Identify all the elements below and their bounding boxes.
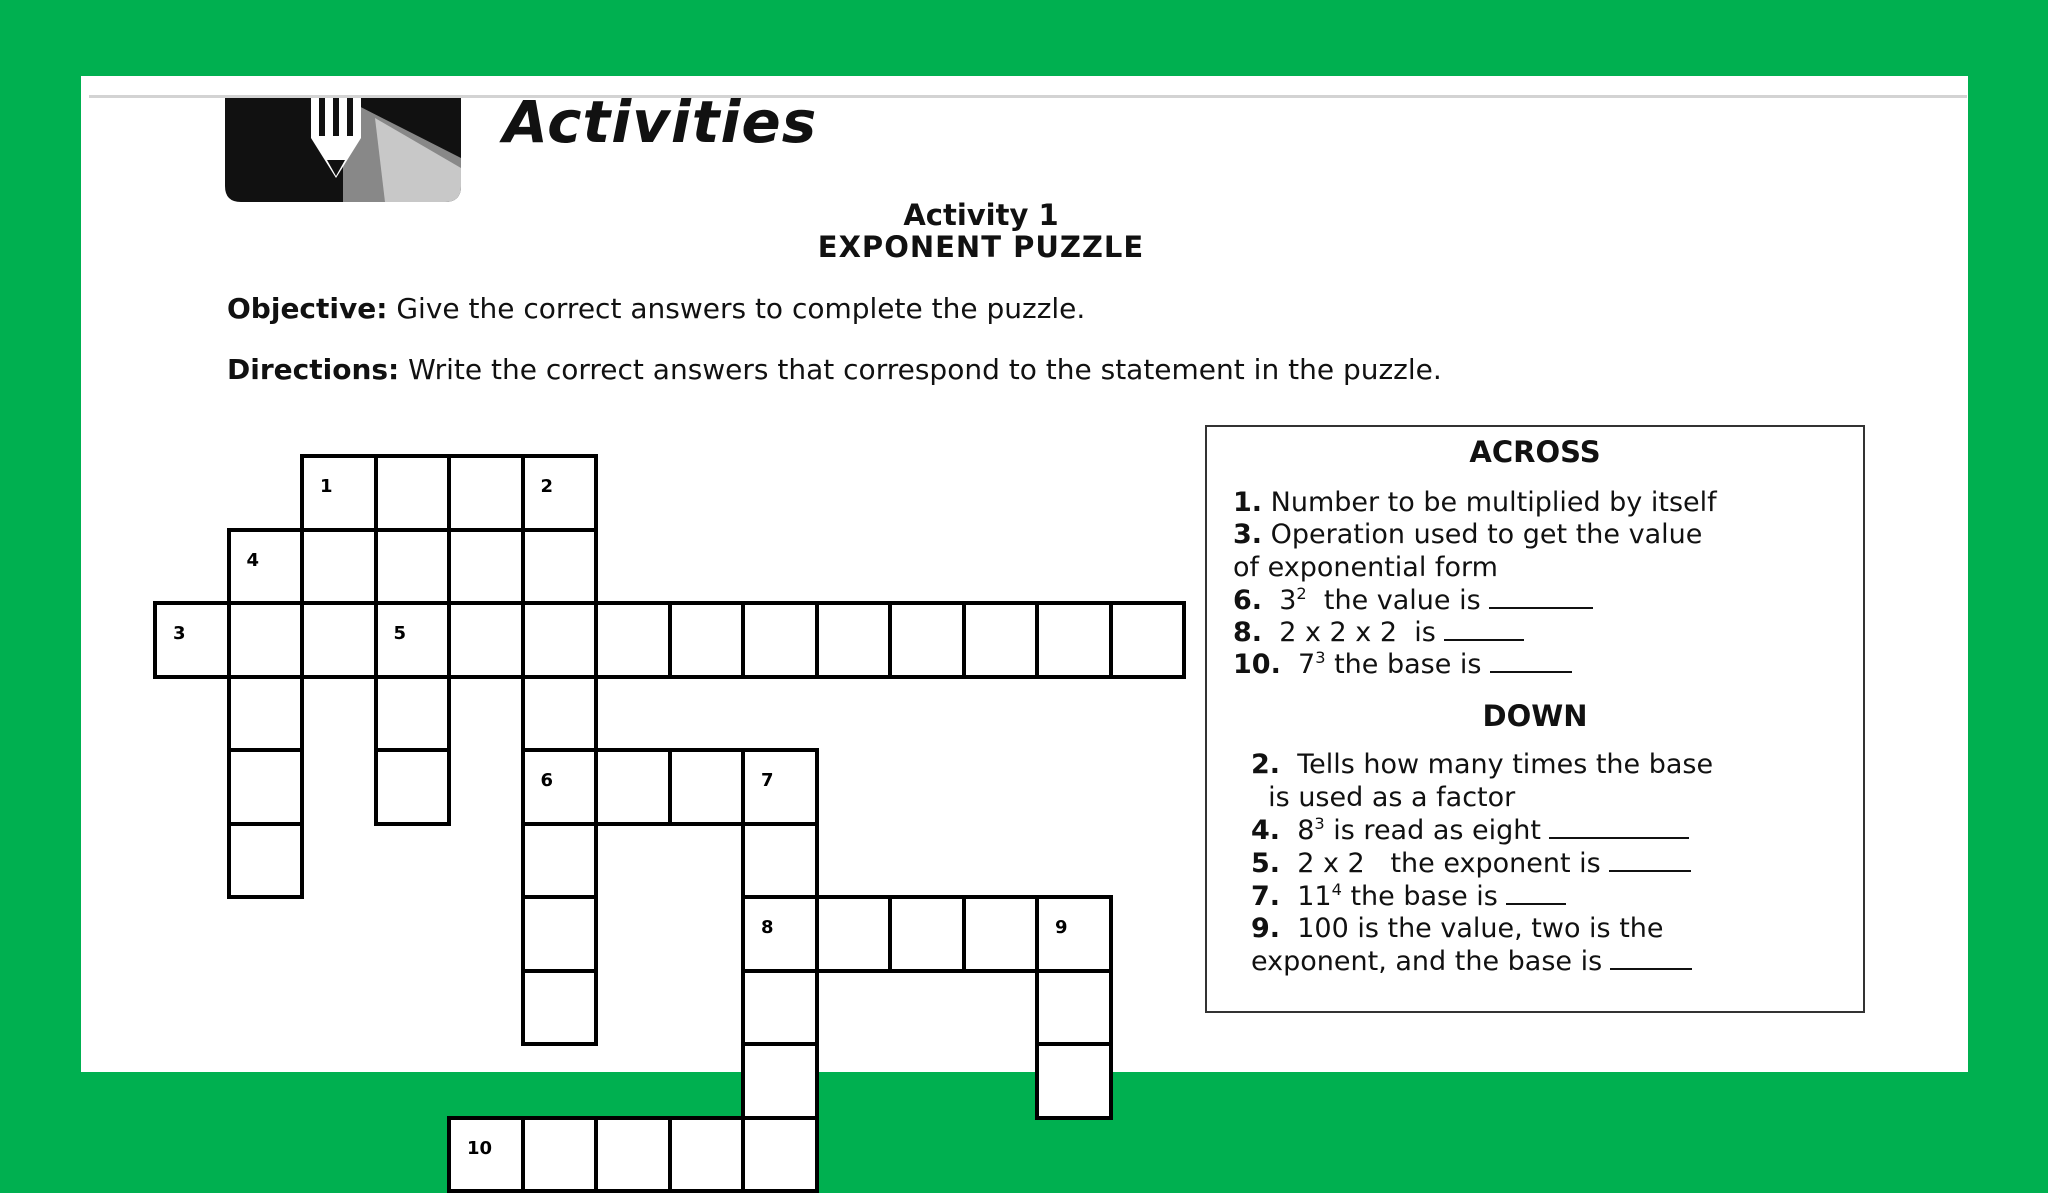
answer-blank[interactable] (1609, 869, 1691, 872)
crossword-cell[interactable] (300, 601, 378, 679)
clue-number: 6 (541, 770, 554, 791)
crossword-cell-5[interactable] (374, 601, 452, 679)
crossword-cell[interactable] (521, 822, 599, 900)
clue-text: Number to be multiplied by itself (1262, 487, 1717, 518)
crossword-cell-4[interactable] (227, 528, 305, 606)
crossword-cell[interactable] (668, 748, 746, 826)
crossword-cell[interactable] (374, 454, 452, 532)
objective-line (227, 292, 1085, 325)
crossword-cell[interactable] (521, 601, 599, 679)
crossword-cell[interactable] (521, 1116, 599, 1193)
clue-text: 2 x 2 x 2 is (1262, 617, 1436, 648)
clue-text: Operation used to get the value (1262, 519, 1702, 550)
clue-num: 5. (1251, 848, 1280, 879)
crossword-cell-2[interactable] (521, 454, 599, 532)
across-clue (1233, 617, 1524, 648)
clue-number: 10 (467, 1138, 492, 1159)
clue-exponent: 4 (1332, 880, 1342, 899)
crossword-cell[interactable] (815, 895, 893, 973)
clue-base: 7 (1281, 649, 1315, 680)
across-clue (1233, 519, 1702, 550)
crossword-cell[interactable] (521, 528, 599, 606)
clue-exponent: 3 (1314, 814, 1324, 833)
clue-num: 1. (1233, 487, 1262, 518)
down-clue (1251, 848, 1691, 879)
down-clue (1251, 815, 1689, 846)
pencil-icon (225, 98, 461, 202)
clue-num: 2. (1251, 749, 1280, 780)
crossword-cell[interactable] (300, 528, 378, 606)
clue-text: 2 x 2 the exponent is (1280, 848, 1601, 879)
answer-blank[interactable] (1549, 836, 1689, 839)
crossword-cell[interactable] (594, 601, 672, 679)
crossword-cell-10[interactable] (447, 1116, 525, 1193)
answer-blank[interactable] (1490, 670, 1572, 673)
crossword-cell[interactable] (374, 675, 452, 753)
clue-num: 6. (1233, 585, 1262, 616)
clue-base: 3 (1262, 585, 1296, 616)
crossword-cell[interactable] (374, 528, 452, 606)
clue-text: the base is (1342, 881, 1498, 912)
crossword-cell[interactable] (741, 1042, 819, 1120)
crossword-cell[interactable] (741, 1116, 819, 1193)
crossword-cell[interactable] (888, 895, 966, 973)
crossword-cell[interactable] (594, 1116, 672, 1193)
crossword-cell[interactable] (1035, 969, 1113, 1047)
clue-exponent: 2 (1296, 584, 1306, 603)
clue-number: 3 (173, 623, 186, 644)
clue-text: the value is (1307, 585, 1481, 616)
crossword-cell-7[interactable] (741, 748, 819, 826)
across-clue (1233, 585, 1593, 616)
clue-num: 9. (1251, 913, 1280, 944)
across-heading: ACROSS (1207, 435, 1863, 469)
crossword-cell[interactable] (447, 454, 525, 532)
clue-num: 4. (1251, 815, 1280, 846)
crossword-cell[interactable] (741, 822, 819, 900)
crossword-cell[interactable] (227, 748, 305, 826)
clue-num: 7. (1251, 881, 1280, 912)
clue-text: exponent, and the base is (1251, 946, 1602, 977)
activity-number: Activity 1 (81, 198, 1881, 232)
down-clue (1251, 881, 1566, 912)
clue-text: of exponential form (1233, 552, 1498, 583)
clue-box (1205, 425, 1865, 1013)
directions-label: Directions: (227, 353, 399, 386)
objective-label: Objective: (227, 292, 387, 325)
activity-title: EXPONENT PUZZLE (81, 230, 1881, 264)
clue-exponent: 3 (1315, 648, 1325, 667)
clue-number: 5 (394, 623, 407, 644)
clue-text: Tells how many times the base (1280, 749, 1713, 780)
clue-number: 1 (320, 476, 333, 497)
down-clue (1251, 946, 1692, 977)
answer-blank[interactable] (1489, 606, 1593, 609)
across-clue (1233, 552, 1498, 583)
clue-text: the base is (1326, 649, 1482, 680)
crossword-cell[interactable] (227, 675, 305, 753)
answer-blank[interactable] (1610, 967, 1692, 970)
crossword-cell[interactable] (521, 969, 599, 1047)
clue-base: 8 (1280, 815, 1314, 846)
crossword-cell[interactable] (668, 1116, 746, 1193)
clue-num: 8. (1233, 617, 1262, 648)
crossword-cell[interactable] (227, 601, 305, 679)
crossword-cell[interactable] (1035, 1042, 1113, 1120)
crossword-cell[interactable] (962, 601, 1040, 679)
crossword-cell[interactable] (447, 528, 525, 606)
crossword-cell[interactable] (521, 675, 599, 753)
down-clue (1251, 782, 1515, 813)
clue-number: 9 (1055, 917, 1068, 938)
clue-text: is read as eight (1325, 815, 1541, 846)
answer-blank[interactable] (1444, 638, 1524, 641)
clue-text: 100 is the value, two is the (1280, 913, 1663, 944)
crossword-cell-1[interactable] (300, 454, 378, 532)
crossword-cell-8[interactable] (741, 895, 819, 973)
clue-num: 3. (1233, 519, 1262, 550)
crossword-cell[interactable] (227, 822, 305, 900)
directions-text: Write the correct answers that correspond to the statement in the puzzle. (399, 353, 1442, 386)
crossword-cell[interactable] (1035, 601, 1113, 679)
objective-text: Give the correct answers to complete the puzzle. (387, 292, 1085, 325)
crossword-cell[interactable] (888, 601, 966, 679)
down-clue (1251, 749, 1713, 780)
across-clue (1233, 487, 1717, 518)
clue-number: 2 (541, 476, 554, 497)
crossword-cell[interactable] (447, 601, 525, 679)
section-title: Activities (503, 88, 817, 156)
clue-number: 7 (761, 770, 774, 791)
crossword-cell-3[interactable] (153, 601, 231, 679)
crossword-cell[interactable] (1109, 601, 1187, 679)
crossword-cell[interactable] (815, 601, 893, 679)
down-heading: DOWN (1207, 699, 1863, 733)
crossword-cell[interactable] (594, 748, 672, 826)
crossword-cell-6[interactable] (521, 748, 599, 826)
crossword-cell[interactable] (521, 895, 599, 973)
crossword-cell[interactable] (962, 895, 1040, 973)
directions-line (227, 353, 1442, 386)
down-clue (1251, 913, 1664, 944)
clue-base: 11 (1280, 881, 1332, 912)
crossword-cell-9[interactable] (1035, 895, 1113, 973)
clue-text: is used as a factor (1251, 782, 1515, 813)
crossword-cell[interactable] (374, 748, 452, 826)
crossword-cell[interactable] (741, 969, 819, 1047)
across-clue (1233, 649, 1572, 680)
crossword-cell[interactable] (741, 601, 819, 679)
crossword-cell[interactable] (668, 601, 746, 679)
clue-number: 8 (761, 917, 774, 938)
clue-num: 10. (1233, 649, 1281, 680)
worksheet-page (81, 76, 1968, 1072)
clue-number: 4 (247, 550, 260, 571)
answer-blank[interactable] (1506, 902, 1566, 905)
